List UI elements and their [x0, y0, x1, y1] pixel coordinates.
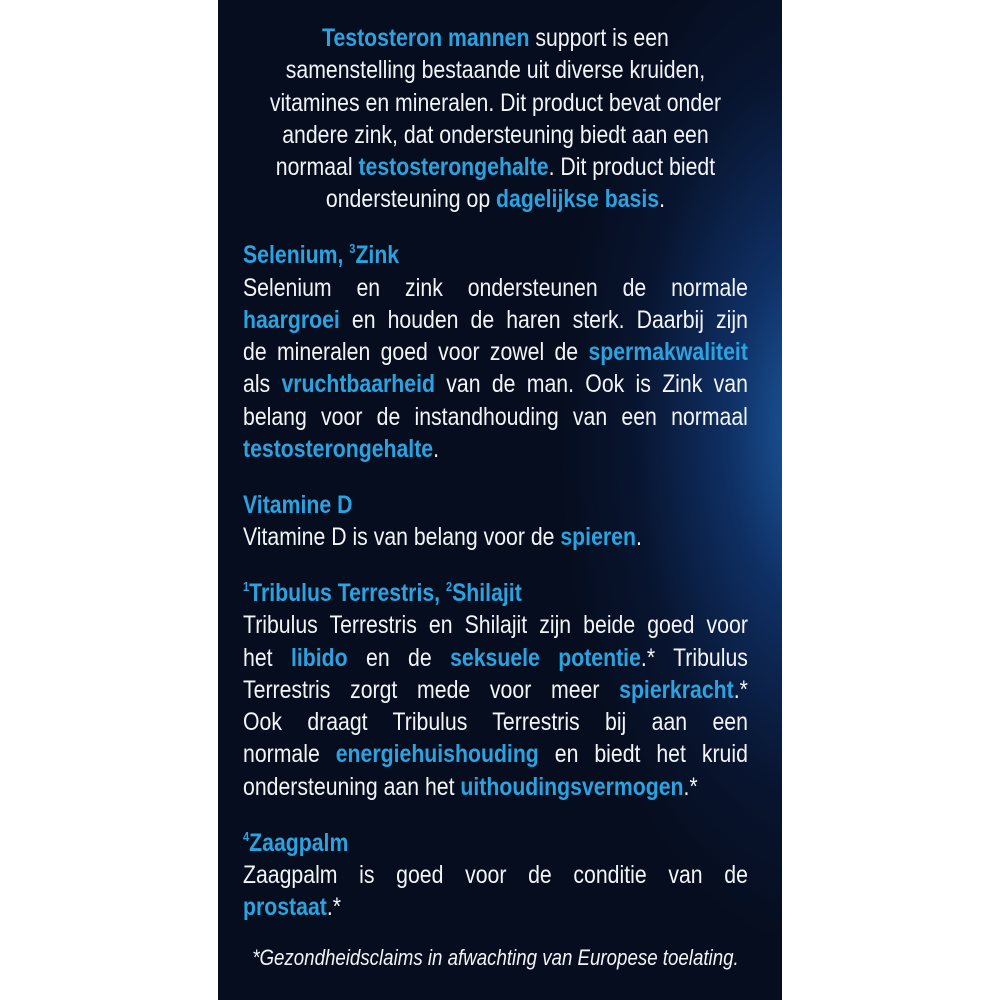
section-line: [243, 304, 748, 336]
section-line: [243, 642, 748, 674]
text-segment: het: [243, 643, 291, 672]
section-line: [243, 859, 748, 891]
text-segment: .: [635, 523, 642, 552]
section-gap: [243, 803, 748, 827]
text-segment: Shilajit: [452, 578, 522, 607]
highlighted-text: energiehuishouding: [335, 740, 539, 769]
section-gap: [243, 216, 748, 240]
text-segment: support is een: [529, 24, 669, 52]
section-gap: [243, 465, 748, 489]
text-segment: ondersteuning op: [325, 185, 497, 214]
text-segment: . Dit product biedt: [548, 153, 716, 182]
text-segment: samenstelling bestaande uit diverse kruiden,: [285, 56, 706, 85]
footnote-ref: 1: [243, 578, 250, 594]
product-description: [243, 22, 748, 971]
footnote-ref: 4: [243, 828, 250, 844]
text-segment: normaal: [275, 153, 359, 182]
text-segment: .*: [733, 675, 748, 704]
text-segment: Tribulus Terrestris en Shilajit zijn beide goed voor: [243, 611, 748, 640]
text-segment: en de: [347, 643, 451, 672]
product-info-panel: [218, 0, 782, 1000]
text-segment: en houden de haren sterk. Daarbij zijn: [339, 305, 748, 334]
section-heading: [243, 827, 748, 859]
text-segment: Zink: [355, 241, 400, 270]
highlighted-text: libido: [290, 643, 348, 672]
highlighted-text: spieren: [560, 523, 636, 552]
section-line: [243, 336, 748, 368]
highlighted-text: dagelijkse basis: [496, 185, 660, 214]
section-line: [243, 521, 748, 553]
section-line: [243, 674, 748, 706]
footnote-ref: 3: [349, 241, 356, 257]
highlighted-text: haargroei: [243, 305, 340, 334]
text-segment: .*: [326, 893, 342, 922]
text-segment: ondersteuning aan het: [243, 772, 461, 801]
section-heading: [243, 577, 748, 609]
text-segment: normale: [243, 740, 336, 769]
highlighted-text: seksuele potentie: [450, 643, 641, 672]
text-segment: Zaagpalm: [249, 828, 349, 857]
intro-line: [243, 22, 748, 54]
section-line: [243, 771, 748, 803]
section-heading: [243, 489, 748, 521]
intro-line: [243, 151, 748, 183]
highlighted-text: Testosteron mannen: [322, 24, 530, 52]
section-line: [243, 706, 748, 738]
text-segment: van de man. Ook is Zink van: [434, 370, 748, 399]
highlighted-text: uithoudingsvermogen: [460, 772, 684, 801]
text-segment: .: [433, 435, 440, 464]
intro-line: [243, 54, 748, 86]
text-segment: .*: [683, 772, 698, 801]
text-segment: Terrestris zorgt mede voor meer: [243, 675, 620, 704]
text-segment: Zaagpalm is goed voor de conditie van de: [243, 860, 748, 889]
text-segment: belang voor de instandhouding van een normaal: [243, 402, 748, 431]
section-line: [243, 368, 748, 400]
intro-line: [243, 119, 748, 151]
highlighted-text: testosterongehalte: [243, 435, 434, 464]
text-segment: Tribulus Terrestris,: [249, 578, 446, 607]
text-segment: Vitamine D is van belang voor de: [243, 523, 561, 552]
section-line: [243, 738, 748, 770]
text-segment: .* Tribulus: [640, 643, 748, 672]
text-segment: .: [659, 185, 665, 214]
text-segment: de mineralen goed voor zowel de: [243, 338, 589, 367]
text-segment: andere zink, dat ondersteuning biedt aan een: [282, 120, 709, 149]
text-segment: Selenium,: [243, 241, 350, 270]
highlighted-text: spermakwaliteit: [588, 338, 748, 367]
text-segment: Selenium en zink ondersteunen de normale: [243, 273, 748, 302]
text-segment: Ook draagt Tribulus Terrestris bij aan een: [243, 708, 748, 737]
text-segment: Vitamine D: [243, 490, 353, 519]
section-line: [243, 609, 748, 641]
section-heading: [243, 239, 748, 271]
section-line: [243, 401, 748, 433]
text-segment: als: [243, 370, 282, 399]
intro-line: [243, 87, 748, 119]
section-line: [243, 272, 748, 304]
highlighted-text: vruchtbaarheid: [281, 370, 435, 399]
text-segment: en biedt het kruid: [538, 740, 748, 769]
highlighted-text: testosterongehalte: [358, 153, 549, 182]
section-line: [243, 433, 748, 465]
highlighted-text: spierkracht: [619, 675, 734, 704]
text-segment: vitamines en mineralen. Dit product bevat onder: [269, 88, 722, 117]
footnote-ref: 2: [445, 578, 453, 594]
section-line: [243, 891, 748, 923]
highlighted-text: prostaat: [243, 893, 327, 922]
intro-line: [243, 183, 748, 215]
section-gap: [243, 553, 748, 577]
footnote: *Gezondheidsclaims in afwachting van Europese toelating.: [252, 945, 739, 971]
